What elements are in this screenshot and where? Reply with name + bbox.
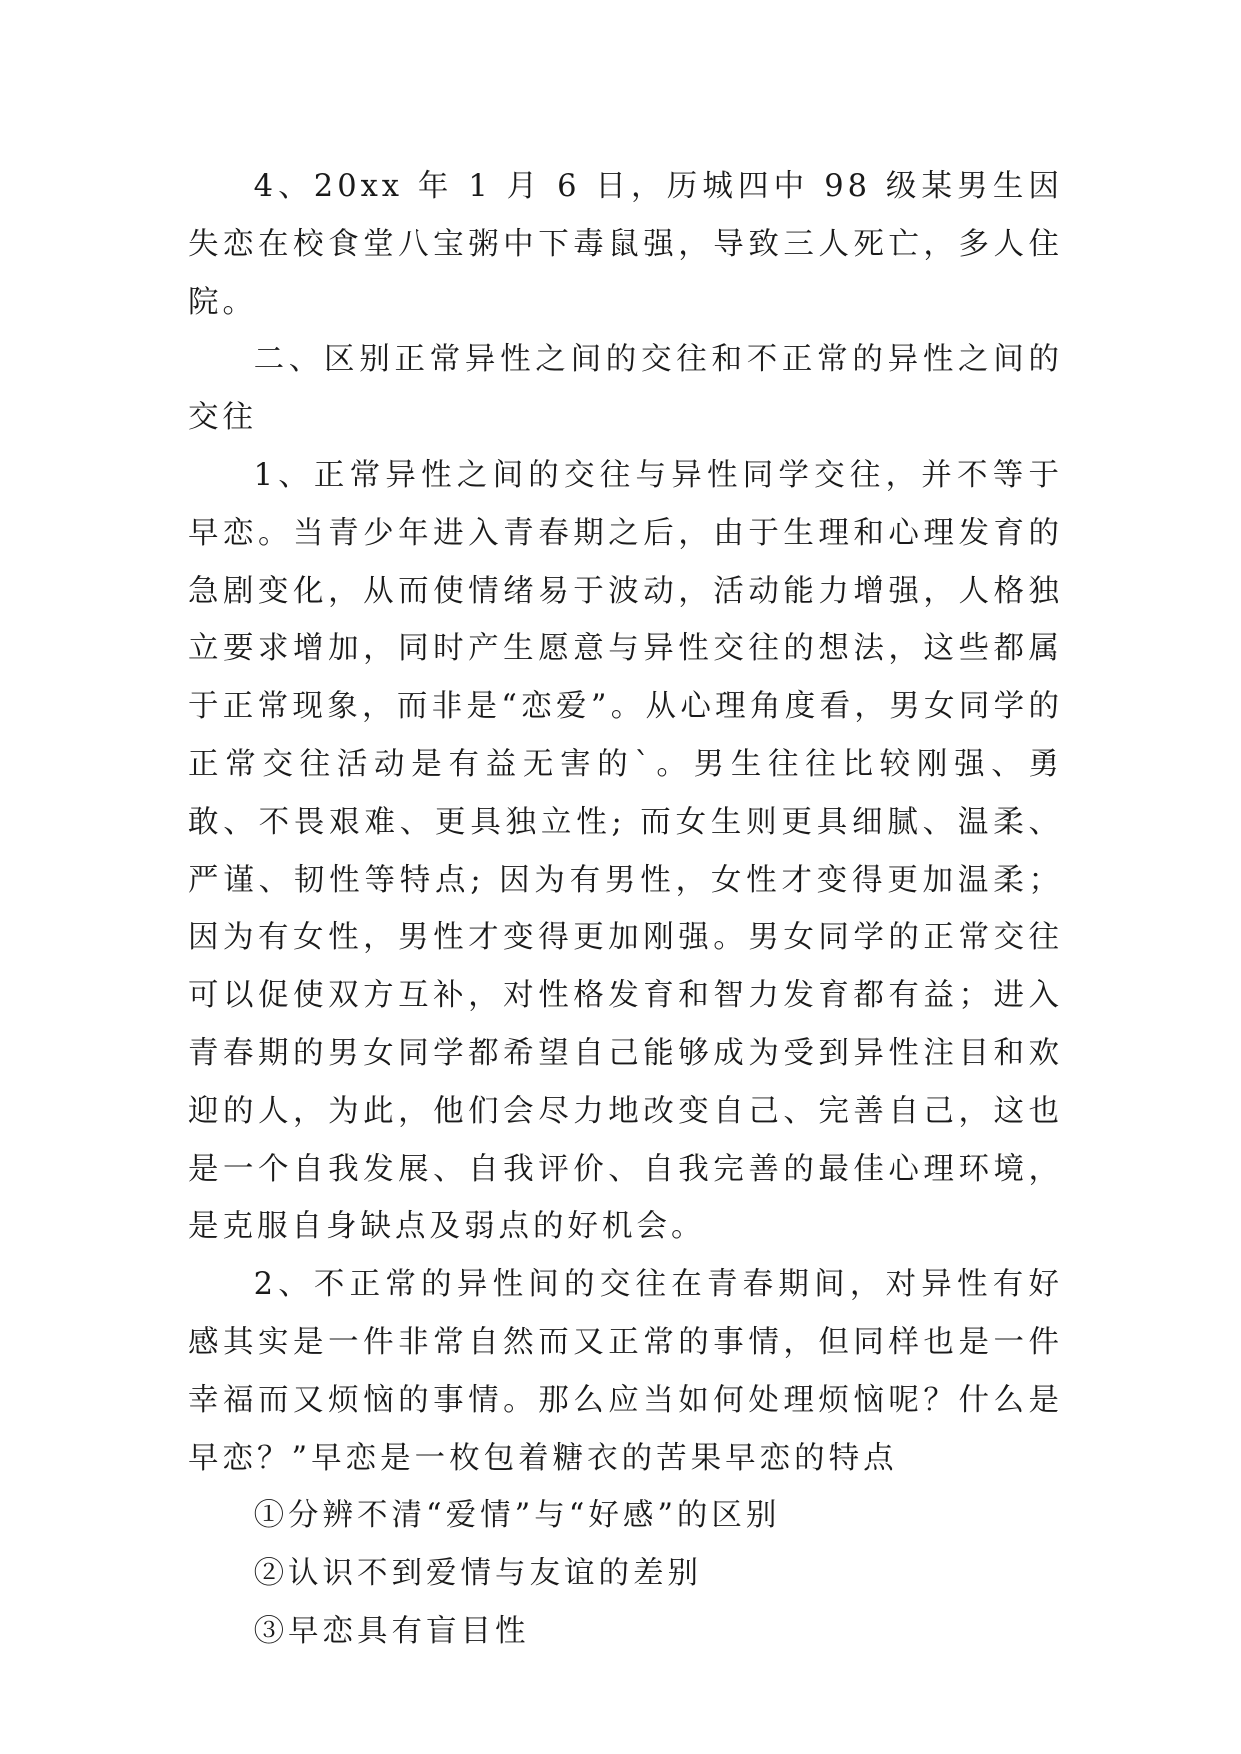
list-item: ②认识不到爱情与友谊的差别 — [253, 1556, 703, 1592]
list-item: ①分辨不清“爱情”与“好感”的区别 — [253, 1498, 781, 1534]
list-item: ③早恋具有盲目性 — [253, 1613, 530, 1649]
document-body — [188, 158, 1063, 1661]
paragraph-incident: 4、20xx 年 1 月 6 日，历城四中 98 级某男生因失恋在校食堂八宝粥中下毒鼠强，导致三人死亡，多人住院。 — [188, 169, 1063, 320]
section-heading: 二、区别正常异性之间的交往和不正常的异性之间的交往 — [188, 342, 1063, 436]
paragraph-normal-interaction: 1、正常异性之间的交往与异性同学交往，并不等于早恋。当青少年进入青春期之后，由于生理和心理发育的急剧变化，从而使情绪易于波动，活动能力增强，人格独立要求增加，同时产生愿意与异性交往的想法，这些都属于正常现象，而非是“恋爱”。从心理角度看，男女同学的正常交往活动是有益无害的`。男生往往比较刚强、勇敢、不畏艰难、更具独立性; 而女生则更具细腻、温柔、严谨、韧性等特点; 因为有男性，女性才变得更加温柔；因为有女性，男性才变得更加刚强。男女同学的正常交往可以促使双方互补，对性格发育和智力发育都有益；进入青春期的男女同学都希望自己能够成为受到异性注目和欢迎的人，为此，他们会尽力地改变自己、完善自己，这也是一个自我发展、自我评价、自我完善的最佳心理环境，是克服自身缺点及弱点的好机会。 — [188, 457, 1063, 1245]
paragraph-abnormal-interaction: 2、不正常的异性间的交往在青春期间，对异性有好感其实是一件非常自然而又正常的事情，但同样也是一件幸福而又烦恼的事情。那么应当如何处理烦恼呢？什么是早恋？”早恋是一枚包着糖衣的苦果早恋的特点 — [188, 1267, 1063, 1476]
